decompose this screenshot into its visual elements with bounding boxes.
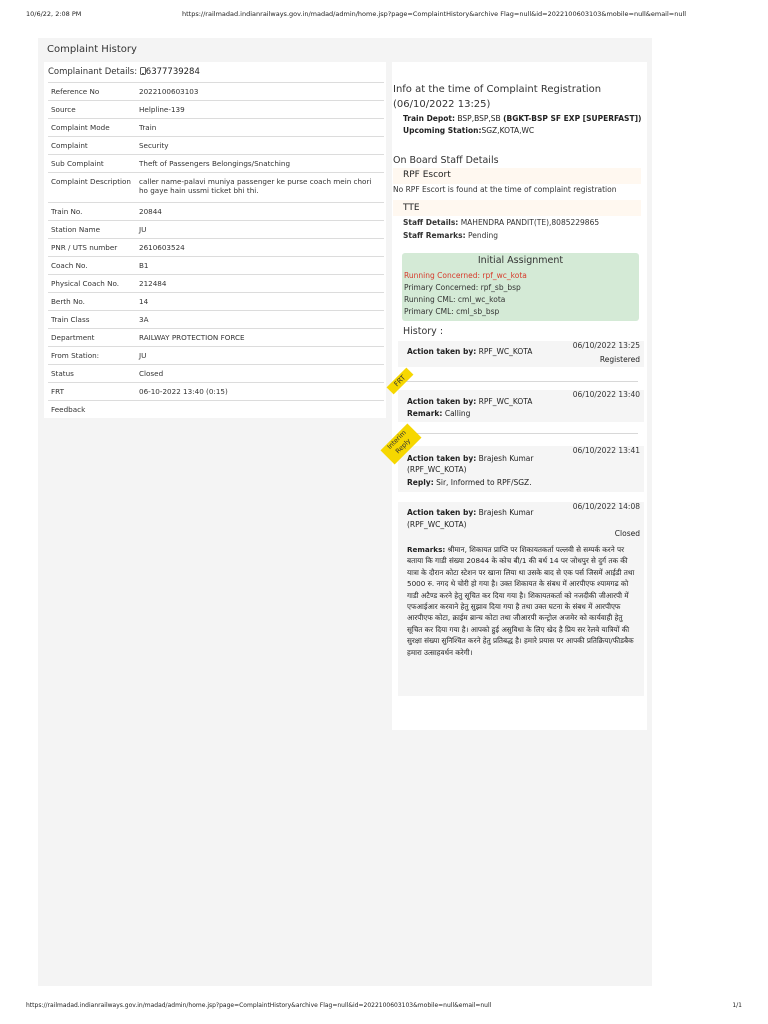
remark-label: Remark: xyxy=(407,409,443,418)
details-row xyxy=(48,119,384,137)
details-key: From Station: xyxy=(48,347,136,365)
history-reply xyxy=(407,478,532,487)
details-row xyxy=(48,173,384,203)
history-action xyxy=(407,507,557,531)
details-value: Helpline-139 xyxy=(136,101,384,119)
details-value: 2022100603103 xyxy=(136,83,384,101)
history-divider xyxy=(400,381,638,382)
details-value: Train xyxy=(136,119,384,137)
details-row xyxy=(48,83,384,101)
depot-label: Train Depot: xyxy=(403,114,455,123)
remark-value: Calling xyxy=(444,409,471,418)
upcoming-value: SGZ,KOTA,WC xyxy=(481,126,535,135)
tte-title: TTE xyxy=(403,203,420,213)
info-title: Info at the time of Complaint Registration (06/10/2022 13:25) xyxy=(393,84,602,110)
details-row xyxy=(48,329,384,347)
history-time: 06/10/2022 14:08 xyxy=(572,502,640,511)
details-value: 06-10-2022 13:40 (0:15) xyxy=(136,383,384,401)
reply-value: Sir, Informed to RPF/SGZ. xyxy=(436,478,532,487)
history-action xyxy=(407,347,532,356)
complaint-details-table xyxy=(48,82,384,415)
details-row xyxy=(48,239,384,257)
action-value: RPF_WC_KOTA xyxy=(478,347,533,356)
details-key: Berth No. xyxy=(48,293,136,311)
tte-staff-details xyxy=(403,218,599,227)
print-date: 10/6/22, 2:08 PM xyxy=(26,10,82,18)
staff-label: Staff Details: xyxy=(403,218,459,227)
details-row xyxy=(48,347,384,365)
action-label: Action taken by: xyxy=(407,397,477,406)
details-row xyxy=(48,137,384,155)
details-key: Department xyxy=(48,329,136,347)
running-cml: Running CML: cml_wc_kota xyxy=(404,295,506,304)
details-key: Coach No. xyxy=(48,257,136,275)
complainant-phone: 6377739284 xyxy=(145,67,200,77)
details-key: Complaint Description xyxy=(48,173,136,203)
details-row xyxy=(48,311,384,329)
details-value: JU xyxy=(136,221,384,239)
complainant-details xyxy=(48,67,200,77)
primary-cml: Primary CML: cml_sb_bsp xyxy=(404,307,500,316)
history-action xyxy=(407,453,557,475)
remarks-label: Staff Remarks: xyxy=(403,231,466,240)
details-key: Source xyxy=(48,101,136,119)
details-row xyxy=(48,293,384,311)
details-key: Physical Coach No. xyxy=(48,275,136,293)
onboard-staff-title: On Board Staff Details xyxy=(393,155,499,166)
history-action xyxy=(407,397,532,406)
action-value: Brajesh Kumar (RPF_WC_KOTA) xyxy=(407,454,534,474)
depot-train: (BGKT-BSP SF EXP [SUPERFAST]) xyxy=(503,114,642,123)
primary-concerned: Primary Concerned: rpf_sb_bsp xyxy=(404,283,521,292)
history-time: 06/10/2022 13:25 xyxy=(572,341,640,350)
details-key: Station Name xyxy=(48,221,136,239)
details-row xyxy=(48,203,384,221)
history-title: History : xyxy=(403,326,444,337)
details-row xyxy=(48,365,384,383)
page-title: Complaint History xyxy=(47,44,137,55)
details-value: JU xyxy=(136,347,384,365)
assignment-title: Initial Assignment xyxy=(477,255,564,266)
tte-header xyxy=(393,200,641,216)
remarks-label: Remarks: xyxy=(407,545,446,554)
action-label: Action taken by: xyxy=(407,454,477,463)
closing-remarks xyxy=(407,544,639,658)
history-status: Closed xyxy=(614,529,640,538)
details-value: Security xyxy=(136,137,384,155)
remarks-text: श्रीमान, शिकायत प्राप्ति पर शिकायतकर्ता पल्लवी से सम्पर्क करने पर बताया कि गाडी संख्या 20844 के कोच बी/1 की बर्थ 14 पर जोधपुर से दुर्ग तक की यात्रा के दौरान कोटा स्टेशन पर खाना लिया था उसके बाद से एक पर्स जिसमें आईडी तथा 5000 रु. नगद थे चोरी हो गया है। उक्त शिकायत के संबध में आरपीएफ श्यामगढ को गाडी अटैण्ड करने हेतु सूचित कर दिया गया है। शिकायतकर्ता को नजदीकी जीआरपी में एफआईआर करवाने हेतु सुझाव दिया गया है तथा उक्त घटना के संबध में आरपीएफ आरपीएफ कोटा, क्राईम ब्रान्च कोटा तथा जीआरपी कन्ट्रोल अजमेर को कार्यवाही हेतु सूचित कर दिया गया है। आपको हुई असुविधा के लिए खेद है प्रिय सर रेलवे यात्रियों की सुरक्षा संख्या सुनिश्चित करने हेतु प्रतिबद्ध है। हमारे प्रयास पर आपकी प्रतिक्रिया/फीडबैक हमारा उत्साहवर्धन करेगी। xyxy=(407,545,635,657)
details-row xyxy=(48,275,384,293)
remarks-value: Pending xyxy=(468,231,498,240)
history-time: 06/10/2022 13:40 xyxy=(572,390,640,399)
details-row xyxy=(48,221,384,239)
history-time: 06/10/2022 13:41 xyxy=(572,446,640,455)
action-label: Action taken by: xyxy=(407,347,477,356)
details-value: 3A xyxy=(136,311,384,329)
rpf-escort-message: No RPF Escort is found at the time of complaint registration xyxy=(393,185,617,194)
details-key: PNR / UTS number xyxy=(48,239,136,257)
details-row xyxy=(48,257,384,275)
details-value: 14 xyxy=(136,293,384,311)
train-depot-info xyxy=(403,113,643,137)
rpf-escort-header xyxy=(393,168,641,184)
running-concerned: Running Concerned: rpf_wc_kota xyxy=(404,271,527,280)
upcoming-label: Upcoming Station: xyxy=(403,126,482,135)
history-entry xyxy=(398,390,644,422)
initial-assignment-box xyxy=(402,253,639,321)
tte-staff-remarks xyxy=(403,231,498,240)
details-row xyxy=(48,401,384,415)
details-value: 20844 xyxy=(136,203,384,221)
history-entry xyxy=(398,446,644,492)
details-key: Train No. xyxy=(48,203,136,221)
details-row xyxy=(48,101,384,119)
complainant-label: Complainant Details: xyxy=(48,67,138,77)
details-value xyxy=(136,401,384,415)
page-number: 1/1 xyxy=(732,1002,742,1009)
details-key: Complaint Mode xyxy=(48,119,136,137)
details-value: 212484 xyxy=(136,275,384,293)
details-key: Complaint xyxy=(48,137,136,155)
staff-value: MAHENDRA PANDIT(TE),8085229865 xyxy=(460,218,600,227)
details-value: B1 xyxy=(136,257,384,275)
details-key: Train Class xyxy=(48,311,136,329)
history-divider xyxy=(400,433,638,434)
depot-value: BSP,BSP,SB xyxy=(457,114,501,123)
details-key: Status xyxy=(48,365,136,383)
details-row xyxy=(48,155,384,173)
history-remark xyxy=(407,409,470,418)
action-value: Brajesh Kumar (RPF_WC_KOTA) xyxy=(407,508,534,529)
history-entry xyxy=(398,341,644,367)
reply-label: Reply: xyxy=(407,478,434,487)
details-value: Theft of Passengers Belongings/Snatching xyxy=(136,155,384,173)
details-value: Closed xyxy=(136,365,384,383)
frt-ribbon: FRT xyxy=(387,368,414,395)
details-value: caller name-palavi muniya passenger ke purse coach mein chori ho gaye hain ussmi ticket bhi thi. xyxy=(136,173,384,203)
footer-url: https://railmadad.indianrailways.gov.in/madad/admin/home.jsp?page=ComplaintHistory&archive Flag=null&id=2022100603103&mobile=null&email=null xyxy=(26,1002,492,1009)
details-key: Reference No xyxy=(48,83,136,101)
action-label: Action taken by: xyxy=(407,508,477,517)
action-value: RPF_WC_KOTA xyxy=(478,397,533,406)
print-url: https://railmadad.indianrailways.gov.in/madad/admin/home.jsp?page=ComplaintHistory&archive Flag=null&id=2022100603103&mobile=null&email=null xyxy=(182,10,687,18)
details-value: RAILWAY PROTECTION FORCE xyxy=(136,329,384,347)
rpf-escort-title: RPF Escort xyxy=(403,170,451,180)
details-value: 2610603524 xyxy=(136,239,384,257)
details-key: Feedback xyxy=(48,401,136,415)
history-status: Registered xyxy=(599,355,640,364)
details-row xyxy=(48,383,384,401)
details-key: Sub Complaint xyxy=(48,155,136,173)
interim-reply-ribbon: Interim Reply xyxy=(380,423,421,464)
details-key: FRT xyxy=(48,383,136,401)
